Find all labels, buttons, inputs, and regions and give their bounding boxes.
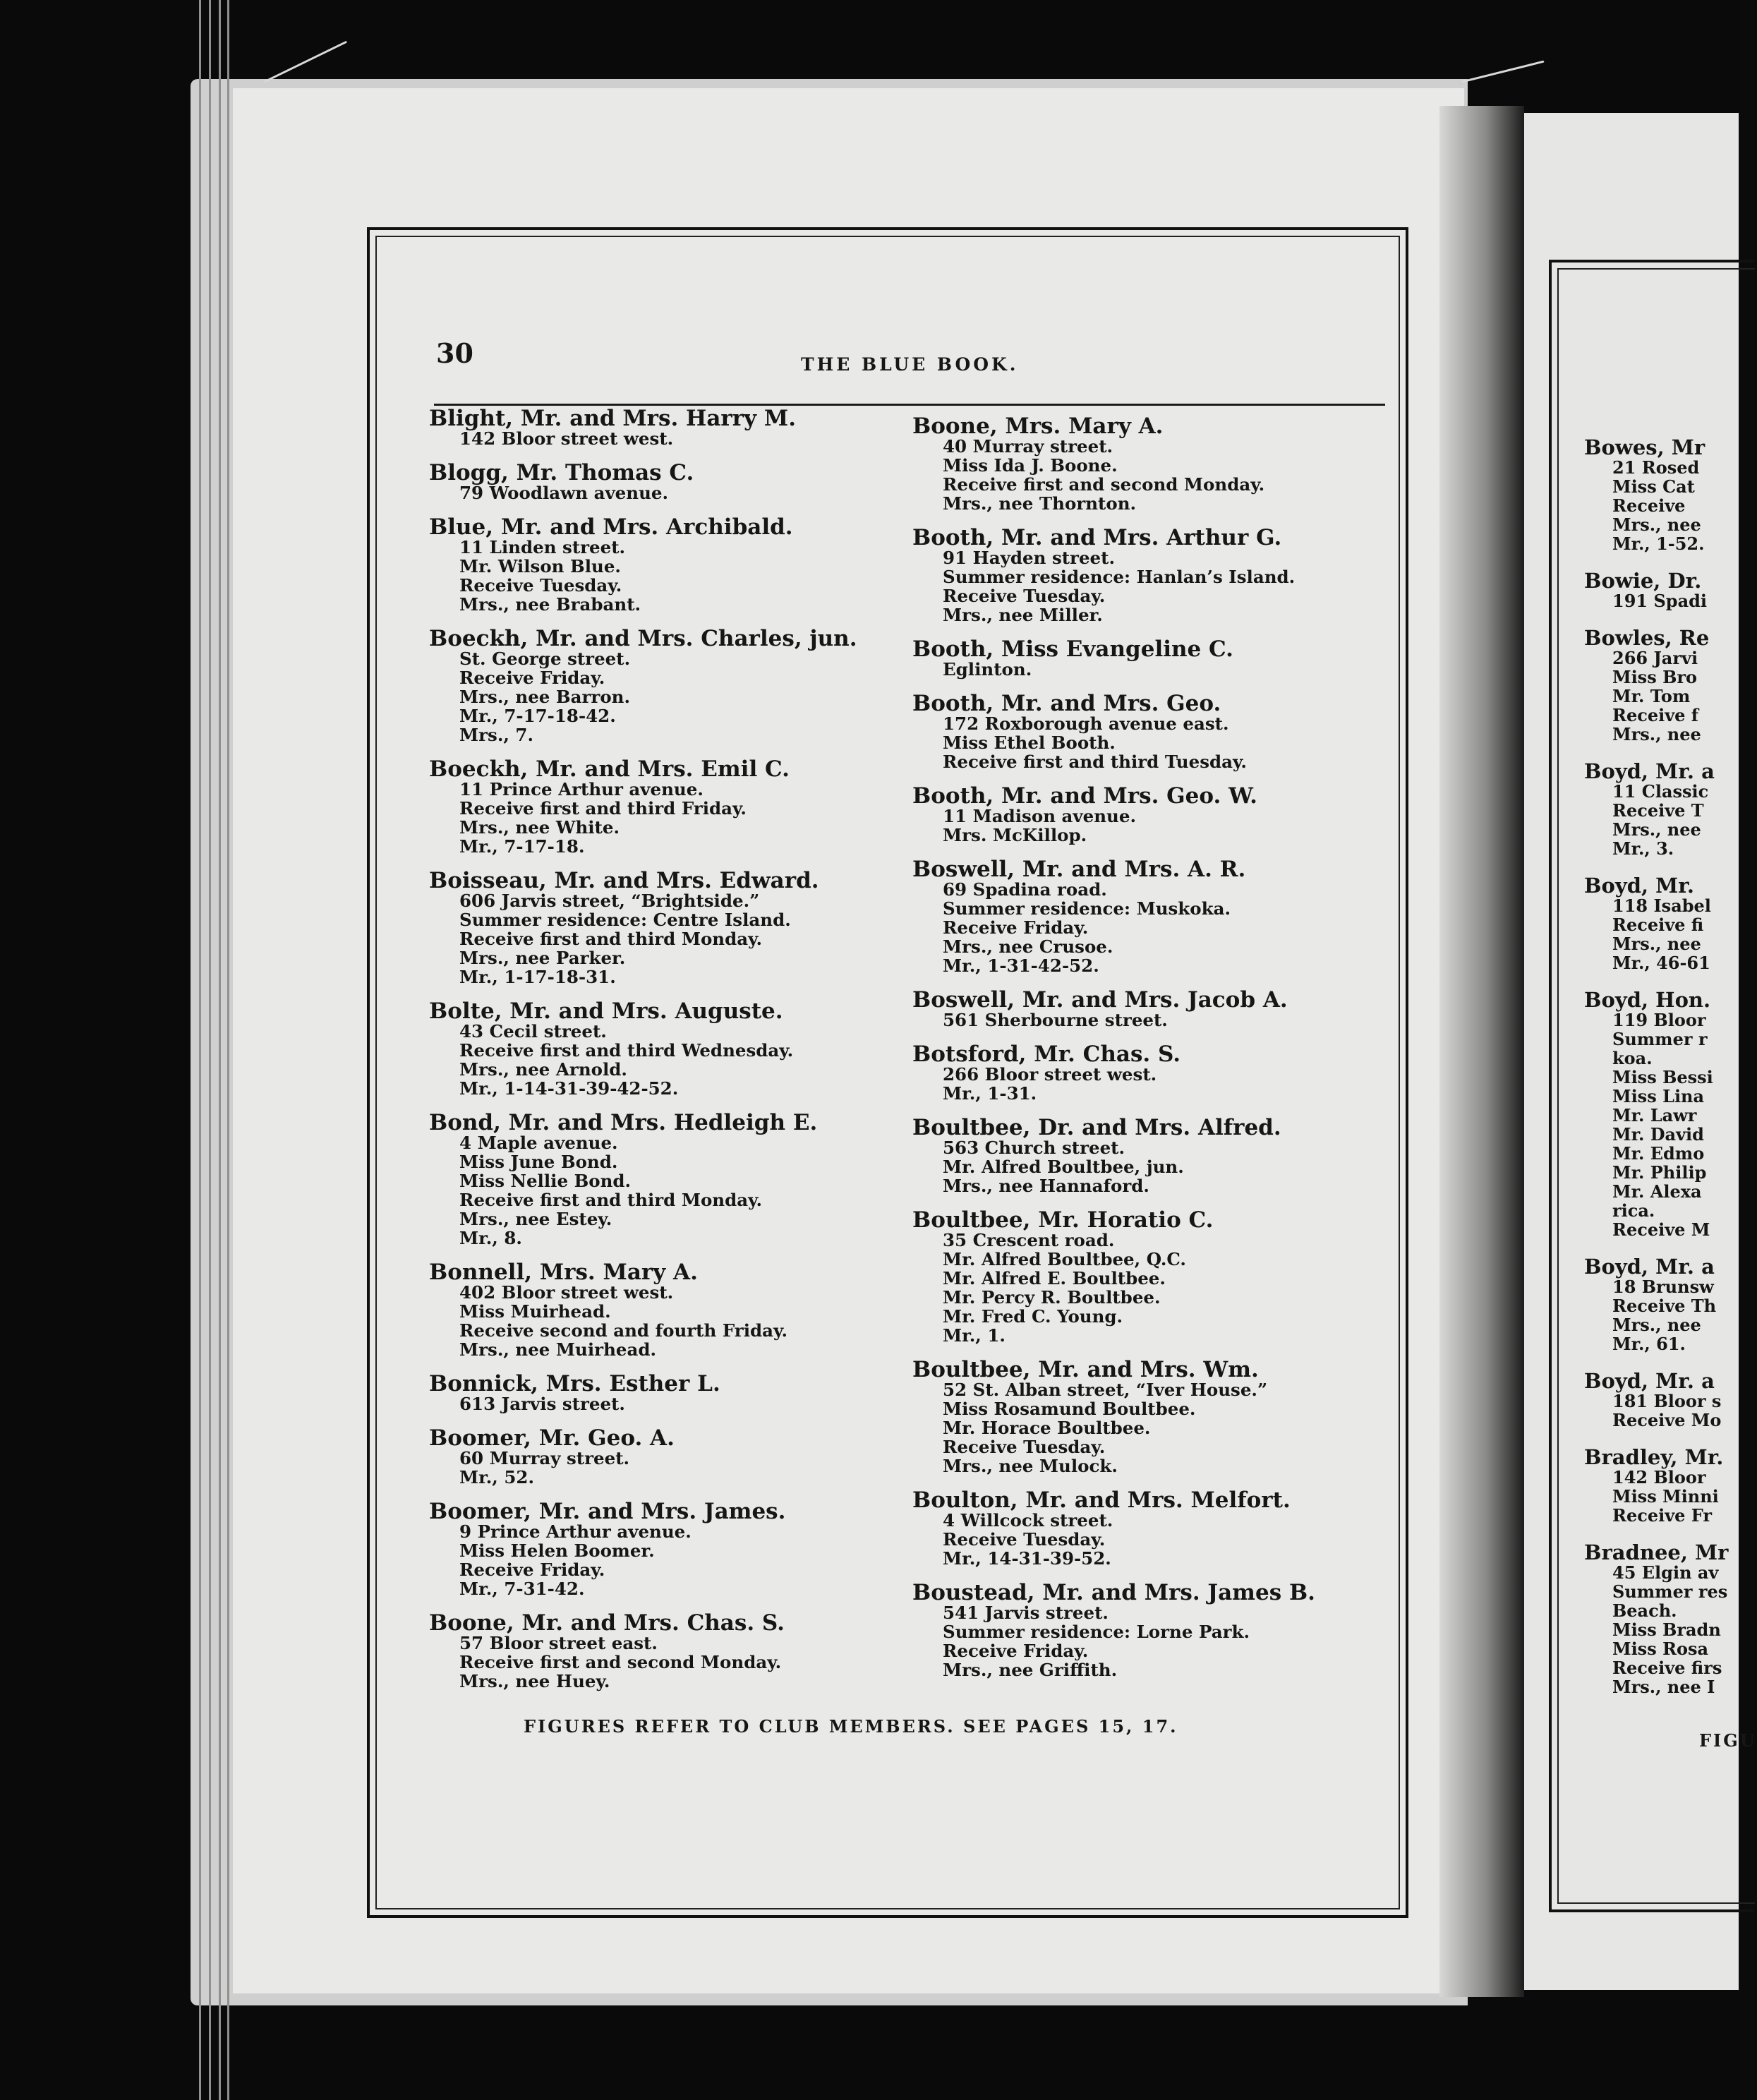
entry-detail: Receive first and third Wednesday.: [459, 1040, 794, 1061]
entry-detail: Miss June Bond.: [459, 1152, 618, 1172]
entry-detail: 21 Rosed: [1612, 457, 1700, 478]
entry-detail: Receive first and second Monday.: [459, 1652, 782, 1672]
directory-entry: [1584, 570, 1753, 610]
directory-entry: [429, 1112, 895, 1248]
entry-detail: St. George street.: [459, 648, 631, 669]
entry-detail: Miss Nellie Bond.: [459, 1171, 632, 1191]
entry-name: Boswell, Mr. and Mrs. A. R.: [912, 857, 1246, 882]
entry-detail: Mrs. McKillop.: [943, 825, 1087, 845]
directory-entry: [1584, 627, 1753, 744]
entry-detail: Mrs., nee Estey.: [459, 1209, 612, 1229]
entry-detail: 40 Murray street.: [943, 436, 1113, 457]
entry-detail: Receive: [1612, 495, 1686, 516]
entry-detail: Receive Friday.: [943, 1641, 1089, 1661]
entry-detail: Receive Friday.: [459, 668, 605, 688]
entry-detail: Receive first and third Monday.: [459, 929, 763, 949]
entry-detail: 91 Hayden street.: [943, 548, 1115, 568]
entry-name: Boomer, Mr. Geo. A.: [429, 1425, 675, 1451]
entry-detail: Mr., 7-17-18.: [459, 836, 585, 857]
entry-detail: Receive Th: [1612, 1296, 1717, 1316]
entry-detail: Receive first and third Monday.: [459, 1190, 763, 1210]
entry-name: Blogg, Mr. Thomas C.: [429, 460, 694, 485]
entry-name: Boultbee, Mr. Horatio C.: [912, 1207, 1214, 1233]
entry-name: Bond, Mr. and Mrs. Hedleigh E.: [429, 1110, 818, 1135]
directory-entry: [912, 1209, 1378, 1345]
entry-detail: Mr., 52.: [459, 1467, 534, 1488]
directory-entry: [1584, 1447, 1753, 1525]
entry-detail: 35 Crescent road.: [943, 1230, 1115, 1250]
entry-detail: Receive Tuesday.: [943, 586, 1106, 606]
entry-detail: Miss Rosa: [1612, 1639, 1709, 1659]
directory-entry: [429, 998, 895, 1099]
directory-column-left: [429, 408, 895, 1705]
entry-detail: 52 St. Alban street, “Iver House.”: [943, 1380, 1268, 1400]
book-gutter: [1439, 106, 1524, 1997]
directory-entry: [429, 756, 895, 857]
entry-detail: Mrs., nee Crusoe.: [943, 936, 1113, 957]
entry-detail: Mrs., nee Miller.: [943, 605, 1103, 625]
directory-entry: [912, 1117, 1378, 1195]
entry-detail: 563 Church street.: [943, 1138, 1125, 1158]
entry-name: Boeckh, Mr. and Mrs. Charles, jun.: [429, 626, 857, 651]
directory-entry: [912, 785, 1378, 845]
entry-detail: 11 Classic: [1612, 781, 1709, 802]
entry-detail: 541 Jarvis street.: [943, 1603, 1109, 1623]
entry-detail: Mrs., nee: [1612, 1315, 1701, 1335]
directory-entry: [1584, 989, 1753, 1239]
entry-detail: Miss Minni: [1612, 1486, 1719, 1507]
entry-detail: Mr., 7-31-42.: [459, 1579, 585, 1599]
entry-detail: 142 Bloor: [1612, 1467, 1706, 1488]
entry-detail: 142 Bloor street west.: [459, 428, 674, 449]
entry-detail: 9 Prince Arthur avenue.: [459, 1521, 692, 1542]
entry-detail: Receive Tuesday.: [943, 1437, 1106, 1457]
entry-name: Bonnick, Mrs. Esther L.: [429, 1371, 720, 1396]
page-number: 30: [436, 337, 473, 369]
entry-detail: Mrs., nee: [1612, 934, 1701, 954]
entry-detail: Mr., 1-31-42-52.: [943, 955, 1099, 976]
entry-detail: Mr. David: [1612, 1124, 1704, 1145]
entry-detail: 266 Bloor street west.: [943, 1064, 1157, 1085]
page-footer: FIGURES REFER TO CLUB MEMBERS. SEE PAGES 15, 17.: [524, 1716, 1178, 1737]
entry-detail: Receive firs: [1612, 1658, 1722, 1678]
entry-detail: Mr., 1-17-18-31.: [459, 967, 616, 987]
entry-detail: 60 Murray street.: [459, 1448, 630, 1468]
entry-detail: 43 Cecil street.: [459, 1021, 607, 1042]
entry-detail: Mrs., nee Mulock.: [943, 1456, 1118, 1476]
entry-detail: Summer residence: Hanlan’s Island.: [943, 567, 1296, 587]
directory-entry: [912, 636, 1378, 680]
entry-detail: Mrs., nee I: [1612, 1677, 1715, 1697]
directory-entry: [1584, 437, 1753, 553]
entry-name: Boone, Mrs. Mary A.: [912, 414, 1164, 439]
entry-detail: Miss Cat: [1612, 476, 1695, 497]
running-head: THE BLUE BOOK.: [801, 354, 1019, 375]
entry-detail: Mr. Horace Boultbee.: [943, 1418, 1151, 1438]
entry-detail: Miss Bro: [1612, 667, 1697, 687]
directory-entry: [429, 1501, 895, 1598]
entry-detail: Summer res: [1612, 1581, 1728, 1602]
entry-detail: Summer residence: Centre Island.: [459, 910, 791, 930]
directory-entry: [429, 462, 895, 502]
directory-entry: [429, 1262, 895, 1359]
entry-detail: 79 Woodlawn avenue.: [459, 483, 669, 503]
entry-detail: 4 Willcock street.: [943, 1510, 1113, 1531]
entry-detail: Receive f: [1612, 705, 1699, 725]
entry-detail: Receive T: [1612, 800, 1704, 821]
directory-entry: [912, 1490, 1378, 1568]
entry-detail: 11 Prince Arthur avenue.: [459, 779, 704, 799]
entry-detail: Miss Bradn: [1612, 1619, 1721, 1640]
entry-detail: 57 Bloor street east.: [459, 1633, 658, 1653]
entry-name: Boultbee, Mr. and Mrs. Wm.: [912, 1357, 1259, 1382]
entry-detail: Mr. Percy R. Boultbee.: [943, 1287, 1161, 1308]
directory-entry: [429, 870, 895, 986]
directory-entry: [912, 693, 1378, 771]
entry-detail: 69 Spadina road.: [943, 879, 1107, 900]
entry-detail: 45 Elgin av: [1612, 1562, 1719, 1583]
directory-entry: [429, 1425, 895, 1488]
page-edge: [209, 0, 211, 2100]
entry-name: Booth, Mr. and Mrs. Geo.: [912, 691, 1221, 716]
entry-detail: Mr., 1-31.: [943, 1083, 1037, 1104]
entry-name: Booth, Miss Evangeline C.: [912, 636, 1233, 662]
entry-detail: Receive M: [1612, 1219, 1710, 1240]
entry-detail: Receive first and third Tuesday.: [943, 752, 1247, 772]
entry-name: Boswell, Mr. and Mrs. Jacob A.: [912, 987, 1288, 1013]
entry-detail: 118 Isabel: [1612, 895, 1711, 916]
directory-entry: [429, 408, 895, 448]
entry-name: Boisseau, Mr. and Mrs. Edward.: [429, 868, 819, 893]
entry-detail: Mr. Edmo: [1612, 1143, 1705, 1164]
directory-entry: [912, 416, 1378, 513]
entry-detail: Mr. Alfred Boultbee, jun.: [943, 1157, 1184, 1177]
entry-detail: Miss Muirhead.: [459, 1301, 611, 1322]
entry-name: Boyd, Hon.: [1584, 988, 1711, 1012]
entry-detail: Mr. Alfred E. Boultbee.: [943, 1268, 1166, 1289]
entry-detail: Receive Mo: [1612, 1410, 1722, 1430]
directory-entry: [429, 1612, 895, 1691]
entry-detail: Mrs., nee Barron.: [459, 687, 631, 707]
directory-entry: [1584, 875, 1753, 972]
entry-detail: Receive second and fourth Friday.: [459, 1320, 787, 1341]
entry-detail: Mrs., nee Hannaford.: [943, 1176, 1149, 1196]
entry-name: Boulton, Mr. and Mrs. Melfort.: [912, 1488, 1291, 1513]
entry-detail: Mrs., nee: [1612, 724, 1701, 744]
entry-name: Bonnell, Mrs. Mary A.: [429, 1260, 698, 1285]
directory-entry: [429, 628, 895, 744]
entry-name: Boyd, Mr. a: [1584, 759, 1715, 783]
entry-detail: Mrs., nee Thornton.: [943, 493, 1137, 514]
directory-entry: [1584, 1256, 1753, 1353]
entry-detail: Summer residence: Lorne Park.: [943, 1622, 1250, 1642]
page-edge: [199, 0, 201, 2100]
directory-column-right: [912, 416, 1378, 1694]
directory-entry: [912, 1044, 1378, 1103]
entry-detail: Summer r: [1612, 1029, 1708, 1049]
entry-detail: Receive Fr: [1612, 1505, 1713, 1526]
entry-detail: 4 Maple avenue.: [459, 1133, 618, 1153]
entry-detail: Mr. Philip: [1612, 1162, 1707, 1183]
entry-detail: Miss Lina: [1612, 1086, 1705, 1106]
entry-detail: 402 Bloor street west.: [459, 1282, 674, 1303]
entry-detail: rica.: [1612, 1200, 1655, 1221]
entry-detail: 191 Spadi: [1612, 591, 1708, 611]
entry-detail: 11 Madison avenue.: [943, 806, 1136, 826]
entry-detail: Mrs., nee Parker.: [459, 948, 626, 968]
entry-detail: koa.: [1612, 1048, 1653, 1068]
directory-entry: [912, 989, 1378, 1030]
entry-name: Boultbee, Dr. and Mrs. Alfred.: [912, 1115, 1281, 1140]
entry-name: Boyd, Mr.: [1584, 874, 1694, 898]
facing-footer: FIGU: [1699, 1730, 1757, 1751]
entry-detail: Mr., 1-14-31-39-42-52.: [459, 1078, 679, 1099]
entry-detail: 606 Jarvis street, “Brightside.”: [459, 891, 760, 911]
entry-name: Boustead, Mr. and Mrs. James B.: [912, 1580, 1315, 1605]
entry-detail: Receive Tuesday.: [459, 575, 622, 596]
entry-name: Bradnee, Mr: [1584, 1540, 1729, 1564]
entry-name: Boyd, Mr. a: [1584, 1369, 1715, 1393]
entry-detail: Mr., 3.: [1612, 838, 1674, 859]
entry-detail: Mr., 1.: [943, 1325, 1006, 1346]
entry-detail: 11 Linden street.: [459, 537, 626, 557]
entry-detail: Beach.: [1612, 1600, 1677, 1621]
entry-detail: Mr. Alfred Boultbee, Q.C.: [943, 1249, 1186, 1269]
entry-name: Bowles, Re: [1584, 626, 1710, 650]
entry-detail: Mr. Tom: [1612, 686, 1691, 706]
entry-name: Booth, Mr. and Mrs. Geo. W.: [912, 783, 1257, 809]
directory-entry: [1584, 1542, 1753, 1696]
directory-entry: [1584, 1370, 1753, 1430]
directory-entry: [1584, 761, 1753, 858]
entry-detail: Mrs., nee: [1612, 514, 1701, 535]
entry-detail: 561 Sherbourne street.: [943, 1010, 1168, 1030]
entry-detail: Receive Friday.: [943, 917, 1089, 938]
entry-name: Boone, Mr. and Mrs. Chas. S.: [429, 1610, 785, 1636]
entry-detail: Mr. Alexa: [1612, 1181, 1702, 1202]
entry-detail: Mrs., 7.: [459, 725, 533, 745]
entry-detail: 266 Jarvi: [1612, 648, 1698, 668]
entry-detail: Mr., 14-31-39-52.: [943, 1548, 1111, 1569]
entry-detail: 613 Jarvis street.: [459, 1394, 625, 1414]
entry-detail: Mr., 1-52.: [1612, 533, 1705, 554]
entry-detail: Mr., 61.: [1612, 1334, 1686, 1354]
entry-detail: Miss Helen Boomer.: [459, 1540, 655, 1561]
entry-detail: Mr. Fred C. Young.: [943, 1306, 1123, 1327]
entry-detail: Summer residence: Muskoka.: [943, 898, 1231, 919]
entry-detail: Miss Bessi: [1612, 1067, 1713, 1087]
facing-page-column: [1584, 437, 1753, 1713]
entry-detail: Mr. Wilson Blue.: [459, 556, 621, 577]
entry-detail: Mrs., nee Muirhead.: [459, 1339, 657, 1360]
entry-detail: Mr. Lawr: [1612, 1105, 1697, 1126]
entry-detail: Receive fi: [1612, 915, 1704, 935]
entry-detail: 172 Roxborough avenue east.: [943, 713, 1229, 734]
entry-name: Blue, Mr. and Mrs. Archibald.: [429, 514, 793, 540]
entry-detail: Mrs., nee Arnold.: [459, 1059, 627, 1080]
entry-detail: Receive Friday.: [459, 1559, 605, 1580]
directory-entry: [429, 514, 895, 615]
entry-detail: Mrs., nee Griffith.: [943, 1660, 1118, 1680]
entry-name: Boeckh, Mr. and Mrs. Emil C.: [429, 756, 790, 782]
entry-name: Bowes, Mr: [1584, 435, 1705, 459]
entry-name: Botsford, Mr. Chas. S.: [912, 1042, 1181, 1067]
directory-entry: [912, 1582, 1378, 1679]
entry-name: Boomer, Mr. and Mrs. James.: [429, 1499, 786, 1524]
page-edge: [219, 0, 221, 2100]
entry-detail: Miss Rosamund Boultbee.: [943, 1399, 1196, 1419]
entry-detail: Miss Ida J. Boone.: [943, 455, 1118, 476]
entry-detail: Mrs., nee: [1612, 819, 1701, 840]
entry-detail: Receive first and third Friday.: [459, 798, 747, 819]
entry-detail: 18 Brunsw: [1612, 1277, 1714, 1297]
entry-detail: 181 Bloor s: [1612, 1391, 1722, 1411]
directory-entry: [429, 1373, 895, 1413]
entry-detail: Mr., 8.: [459, 1228, 522, 1248]
entry-detail: Eglinton.: [943, 659, 1032, 680]
entry-detail: Mr., 46-61: [1612, 953, 1710, 973]
entry-name: Booth, Mr. and Mrs. Arthur G.: [912, 525, 1282, 550]
entry-detail: Mr., 7-17-18-42.: [459, 706, 616, 726]
entry-detail: Mrs., nee Brabant.: [459, 594, 641, 615]
entry-detail: Receive first and second Monday.: [943, 474, 1265, 495]
directory-entry: [912, 527, 1378, 624]
entry-detail: Miss Ethel Booth.: [943, 732, 1116, 753]
entry-name: Bolte, Mr. and Mrs. Auguste.: [429, 998, 783, 1024]
entry-detail: Mrs., nee White.: [459, 817, 620, 838]
entry-name: Bowie, Dr.: [1584, 569, 1702, 593]
directory-entry: [912, 1359, 1378, 1476]
entry-name: Bradley, Mr.: [1584, 1445, 1724, 1469]
entry-name: Boyd, Mr. a: [1584, 1255, 1715, 1279]
entry-name: Blight, Mr. and Mrs. Harry M.: [429, 406, 796, 431]
directory-entry: [912, 859, 1378, 975]
entry-detail: Mrs., nee Huey.: [459, 1671, 610, 1691]
page-edge: [227, 0, 229, 2100]
entry-detail: 119 Bloor: [1612, 1010, 1706, 1030]
entry-detail: Receive Tuesday.: [943, 1529, 1106, 1550]
